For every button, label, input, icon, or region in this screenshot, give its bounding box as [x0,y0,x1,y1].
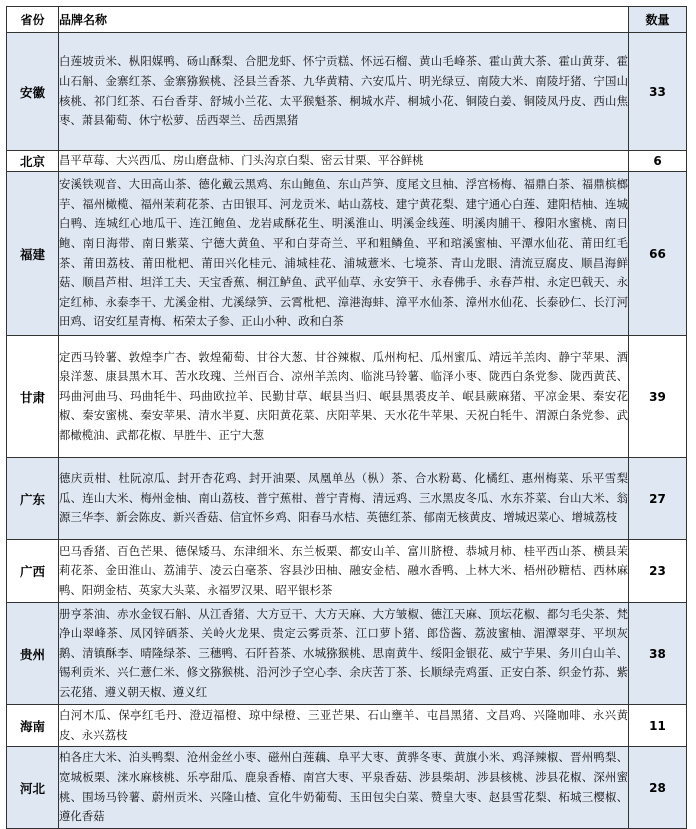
province-cell: 广东 [7,458,59,540]
count-cell: 6 [629,151,687,172]
brand-names-cell: 定西马铃薯、敦煌李广杏、敦煌葡萄、甘谷大葱、甘谷辣椒、瓜州枸杞、瓜州蜜瓜、靖远羊羔肉、静宁苹果、酒泉洋葱、康县黑木耳、苦水玫瑰、兰州百合、凉州羊羔肉、临洮马铃薯、临泽小枣、陇西白条党参、陇西黄芪、玛曲河曲马、玛曲牦牛、玛曲欧拉羊、民勤甘草、岷县当归、岷县黑裘皮羊、岷县蕨麻猪、平凉金果、秦安花椒、秦安蜜桃、秦安苹果、清水半夏、庆阳黄花菜、庆阳苹果、天水花牛苹果、天祝白牦牛、渭源白条党参、武都橄榄油、武都花椒、早胜牛、正宁大葱 [59,336,629,458]
brand-names-cell: 白莲坡贡米、枞阳媒鸭、砀山酥梨、合肥龙虾、怀宁贡糕、怀远石榴、黄山毛峰茶、霍山黄大茶、霍山黄芽、霍山石斛、金寨红茶、金寨猕猴桃、泾县兰香茶、九华黄精、六安瓜片、明光绿豆、南陵大米、南陵圩猪、宁国山核桃、祁门红茶、石台香芽、舒城小兰花、太平猴魁茶、桐城水芹、桐城小花、铜陵白姜、铜陵凤丹皮、西山焦枣、萧县葡萄、休宁松萝、岳西翠兰、岳西黑猪 [59,33,629,151]
count-cell: 23 [629,540,687,603]
province-cell: 河北 [7,747,59,829]
brand-names-cell: 册亨茶油、赤水金钗石斛、从江香猪、大方豆干、大方天麻、大方皱椒、德江天麻、顶坛花椒、都匀毛尖茶、梵净山翠峰茶、凤冈锌硒茶、关岭火龙果、贵定云雾贡茶、江口萝卜猪、郎岱酱、荔波蜜柚、湄潭翠芽、平坝灰鹅、清镇酥李、晴隆绿茶、三穗鸭、石阡苔茶、水城猕猴桃、思南黄牛、绥阳金银花、威宁芋果、务川白山羊、锡利贡米、兴仁薏仁米、修文猕猴桃、沿河沙子空心李、余庆苦丁茶、长顺绿壳鸡蛋、正安白茶、织金竹荪、紫云花猪、遵义朝天椒、遵义红 [59,603,629,705]
brand-names-cell: 安溪铁观音、大田高山茶、德化戴云黑鸡、东山鲍鱼、东山芦笋、度尾文旦柚、浮宫杨梅、福鼎白茶、福鼎槟榔芋、福州橄榄、福州茉莉花茶、古田银耳、河龙贡米、岵山荔枝、建宁黄花梨、建宁通心白莲、建阳桔柚、连城白鸭、连城红心地瓜干、连江鲍鱼、龙岩咸酥花生、明溪淮山、明溪金线莲、明溪肉脯干、穆阳水蜜桃、南日鲍、南日海带、南日紫菜、宁德大黄鱼、平和白芽奇兰、平和粗鳞鱼、平和琯溪蜜柚、平潭水仙花、莆田红毛茶、莆田荔枝、莆田枇杷、莆田兴化桂元、浦城桂花、浦城薏米、七境茶、青山龙眼、清流豆腐皮、顺昌海鲜菇、顺昌芦柑、坦洋工夫、天宝香蕉、桐江鲈鱼、武平仙草、永安笋干、永春佛手、永春芦柑、永定巴戟天、永定红柿、永泰李干、尤溪金柑、尤溪绿笋、云霄枇杷、漳港海蚌、漳平水仙茶、漳州水仙花、长泰砂仁、长汀河田鸡、诏安红星青梅、柘荣太子参、正山小种、政和白茶 [59,172,629,336]
table-row [7,747,687,829]
header-brand-names: 品牌名称 [59,7,629,33]
count-cell: 27 [629,458,687,540]
province-cell: 北京 [7,151,59,172]
table-row [7,705,687,747]
table-row [7,33,687,151]
province-cell: 甘肃 [7,336,59,458]
brand-names-cell: 白河木瓜、保亭红毛丹、澄迈福橙、琼中绿橙、三亚芒果、石山壅羊、屯昌黑猪、文昌鸡、兴隆咖啡、永兴黄皮、永兴荔枝 [59,705,629,747]
count-cell: 33 [629,33,687,151]
province-cell: 广西 [7,540,59,603]
brand-table [6,6,687,829]
brand-names-cell: 昌平草莓、大兴西瓜、房山磨盘柿、门头沟京白梨、密云甘栗、平谷鲜桃 [59,151,629,172]
brand-names-cell: 德庆贡柑、杜阮凉瓜、封开杏花鸡、封开油栗、凤凰单丛（枞）茶、合水粉葛、化橘红、惠州梅菜、乐平雪梨瓜、连山大米、梅州金柚、南山荔枝、普宁蕉柑、普宁青梅、清远鸡、三水黑皮冬瓜、水东芥菜、台山大米、翁源三华李、新会陈皮、新兴香菇、信宜怀乡鸡、阳春马水桔、英德红茶、郁南无核黄皮、增城迟菜心、增城荔枝 [59,458,629,540]
count-cell: 38 [629,603,687,705]
brand-names-cell: 柏各庄大米、泊头鸭梨、沧州金丝小枣、磁州白莲藕、阜平大枣、黄骅冬枣、黄旗小米、鸡泽辣椒、晋州鸭梨、宽城板栗、涞水麻核桃、乐亭甜瓜、鹿泉香椿、南宫大枣、平泉香菇、涉县柴胡、涉县核桃、涉县花椒、深州蜜桃、围场马铃薯、蔚州贡米、兴隆山楂、宣化牛奶葡萄、玉田包尖白菜、赞皇大枣、赵县雪花梨、柘城三樱椒、遵化香菇 [59,747,629,829]
count-cell: 28 [629,747,687,829]
table-row [7,151,687,172]
table-header-row [7,7,687,33]
brand-table-sheet [6,6,686,829]
brand-names-cell: 巴马香猪、百色芒果、德保矮马、东津细米、东兰板栗、都安山羊、富川脐橙、恭城月柿、桂平西山茶、横县茉莉花茶、金田淮山、荔浦芋、凌云白毫茶、容县沙田柚、融安金桔、融水香鸭、上林大米、梧州砂糖桔、西林麻鸭、阳朔金桔、英家大头菜、永福罗汉果、昭平银杉茶 [59,540,629,603]
count-cell: 66 [629,172,687,336]
table-row [7,603,687,705]
count-cell: 11 [629,705,687,747]
table-row [7,172,687,336]
province-cell: 海南 [7,705,59,747]
table-row [7,458,687,540]
province-cell: 贵州 [7,603,59,705]
province-cell: 福建 [7,172,59,336]
count-cell: 39 [629,336,687,458]
table-row [7,336,687,458]
table-row [7,540,687,603]
province-cell: 安徽 [7,33,59,151]
header-count: 数量 [629,7,687,33]
header-province: 省份 [7,7,59,33]
